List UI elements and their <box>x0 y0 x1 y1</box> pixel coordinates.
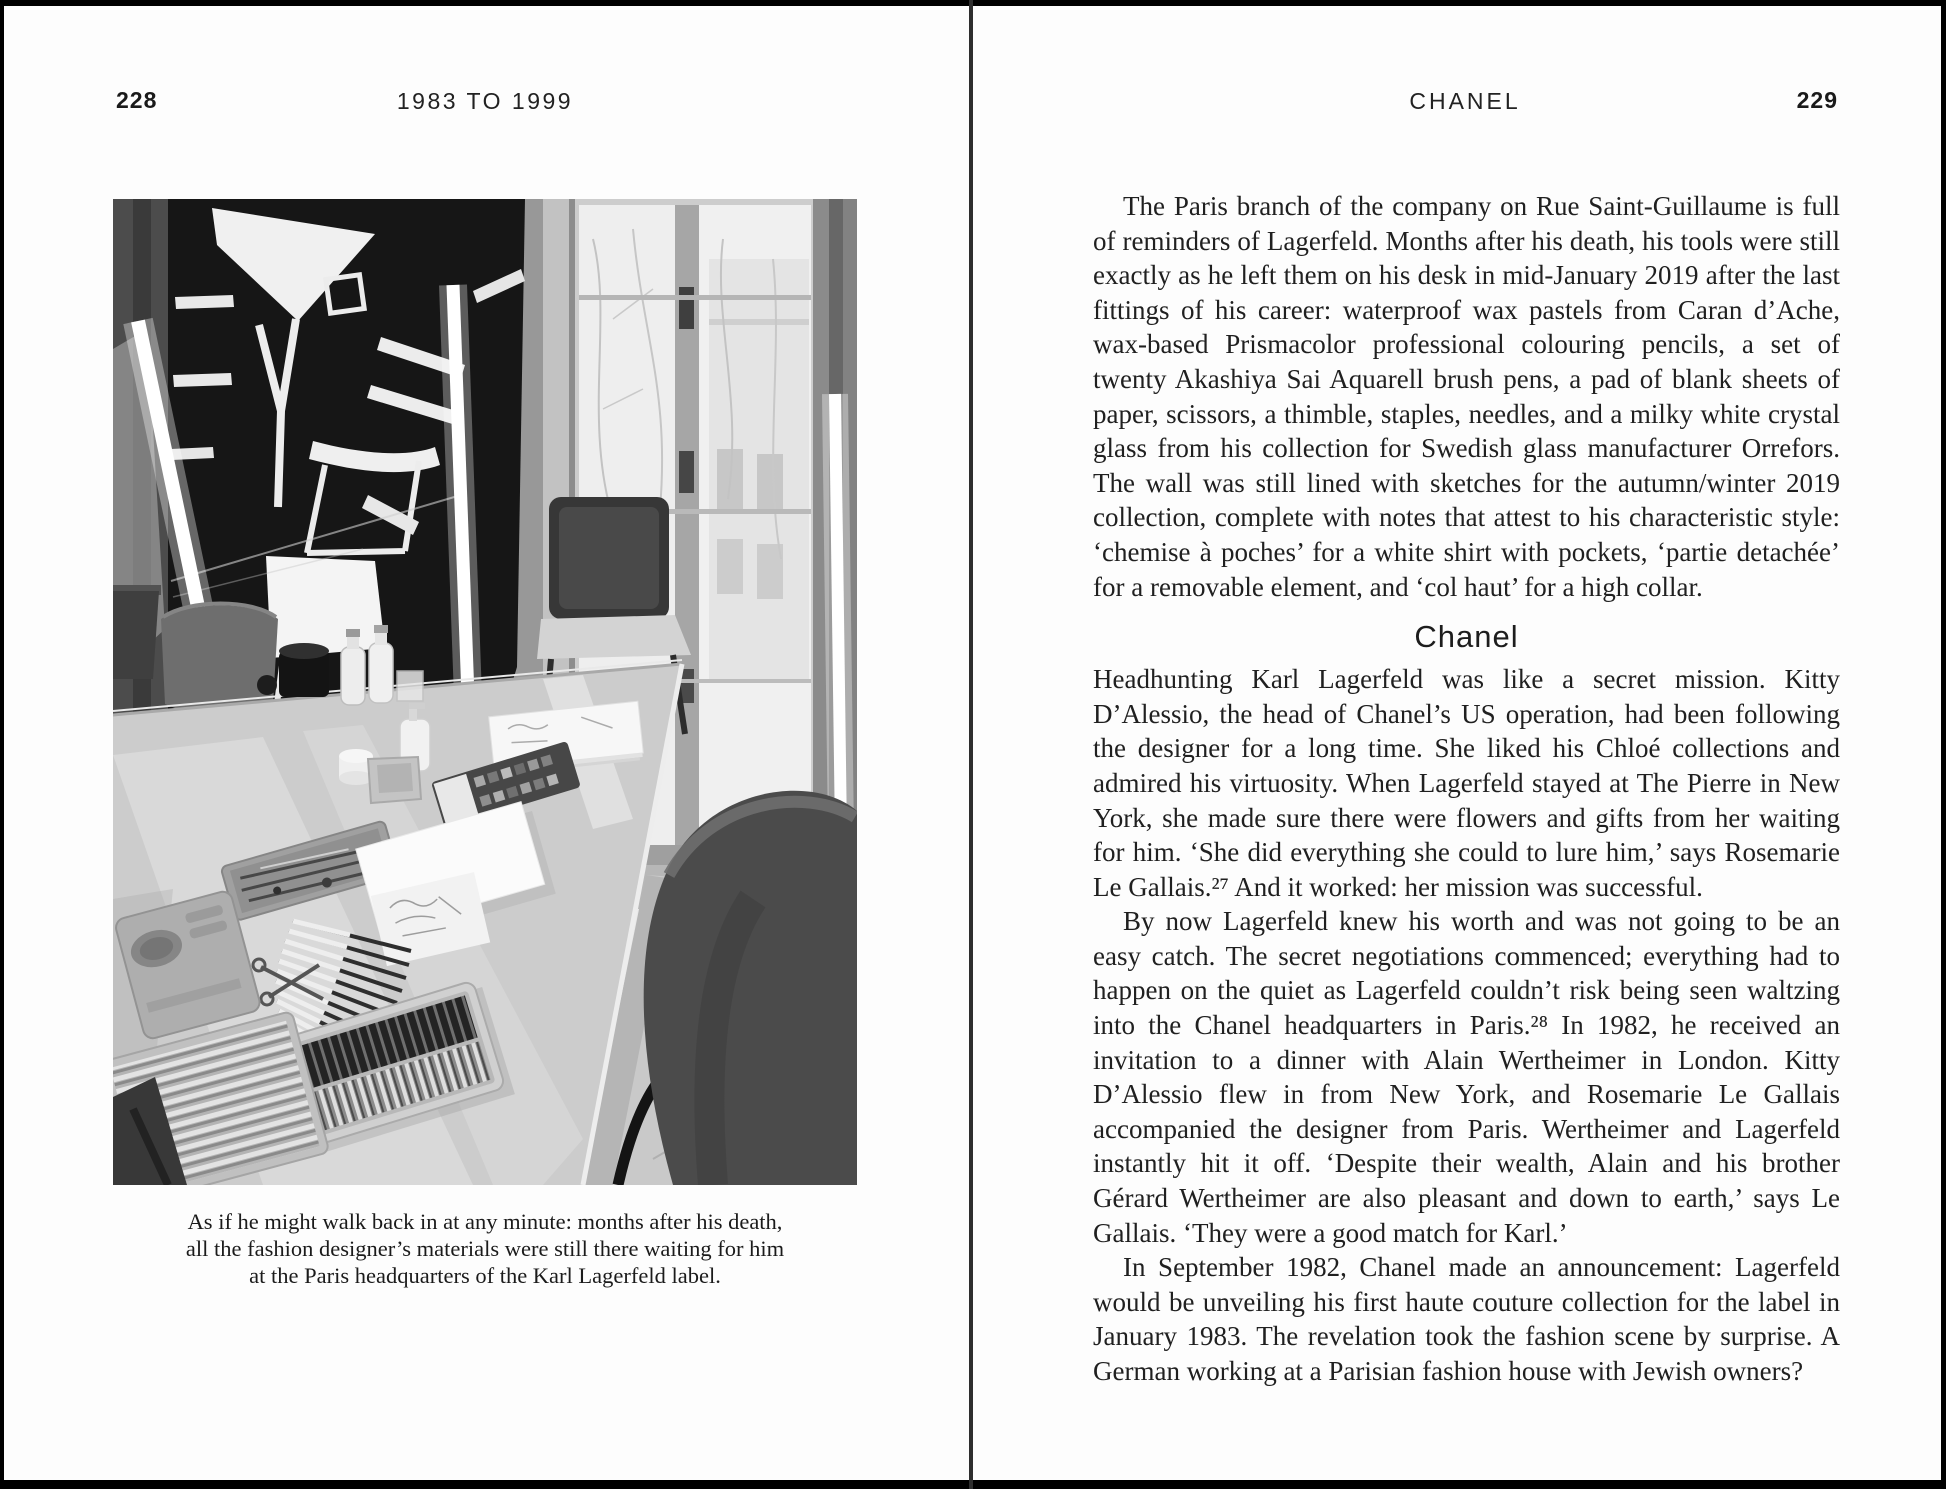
scan-border-right <box>1941 0 1946 1489</box>
scan-border-bottom <box>0 1480 1946 1489</box>
section-heading-chanel: Chanel <box>1414 619 1519 655</box>
studio-photo-canvas <box>113 199 857 1185</box>
running-head-left: 1983 TO 1999 <box>396 88 574 114</box>
photo-caption <box>113 1208 857 1289</box>
caption-line: at the Paris headquarters of the Karl Lagerfeld label. <box>249 1263 721 1288</box>
scan-border-top <box>0 0 1946 6</box>
wooden-cube <box>368 757 421 803</box>
paragraph-announcement: In September 1982, Chanel made an announcement: Lagerfeld would be unveiling his first haute couture collection for the label in January 1983. The revelation took the fashion scene by surprise. A German working at a Parisian fashion house with Jewish owners? <box>1093 1252 1840 1386</box>
page-number-right: 229 <box>1796 87 1838 113</box>
caption-line: As if he might walk back in at any minute: months after his death, <box>187 1209 783 1234</box>
cane-chair-seat <box>537 615 691 659</box>
page-number-left: 228 <box>116 87 158 113</box>
paragraph-headhunting: Headhunting Karl Lagerfeld was like a secret mission. Kitty D’Alessio, the head of Chanel’s US operation, had been following the designer for a long time. She liked his Chloé collections and admired his virtuosity. When Lagerfeld stayed at The Pierre in New York, she made sure there were flowers and gifts from her waiting for him. ‘She did everything she could to lure him,’ says Rosemarie Le Gallais.²⁷ And it worked: her mission was successful. <box>1093 664 1840 902</box>
page-gutter <box>969 0 973 1489</box>
planter <box>113 591 159 679</box>
scan-border-left <box>0 0 4 1489</box>
art-seat-shape <box>266 556 385 658</box>
caption-line: all the fashion designer’s materials were still there waiting for him <box>185 1236 785 1261</box>
paragraph-negotiations: By now Lagerfeld knew his worth and was not going to be an easy catch. The secret negotiations commenced; everything had to happen on the quiet as Lagerfeld couldn’t risk being seen waltzing into the Chanel headquarters in Paris.²⁸ In 1982, he received an invitation to a dinner with Alain Wertheimer in London. Kitty D’Alessio flew in from New York, and Rosemarie Le Gallais accompanied the designer from Paris. Wertheimer and Lagerfeld instantly hit it off. ‘Despite their wealth, Alain and his brother Gérard Wertheimer are also pleasant and down to earth,’ says Le Gallais. ‘They were a good match for Karl.’ <box>1093 906 1840 1248</box>
studio-photo <box>113 199 857 1185</box>
body-text <box>1093 189 1840 1389</box>
paragraph-paris-branch: The Paris branch of the company on Rue Saint-Guillaume is full of reminders of Lagerfeld. Months after his death, his tools were still exactly as he left them on his desk in mid-January 2019 after the last fittings of his career: waterproof wax pastels from Caran d’Ache, wax-based Prismacolor professional colouring pencils, a set of twenty Akashiya Sai Aquarell brush pens, a pad of blank sheets of paper, scissors, a thimble, staples, needles, and a milky white crystal glass from his collection for Swedish glass manufacturer Orrefors. The wall was still lined with sketches for the autumn/winter 2019 collection, complete with notes that attest to his characteristic style: ‘chemise à poches’ for a white shirt with pockets, ‘partie detachée’ for a removable element, and ‘col haut’ for a high collar. <box>1093 191 1840 602</box>
running-head-right: CHANEL <box>1409 88 1521 114</box>
